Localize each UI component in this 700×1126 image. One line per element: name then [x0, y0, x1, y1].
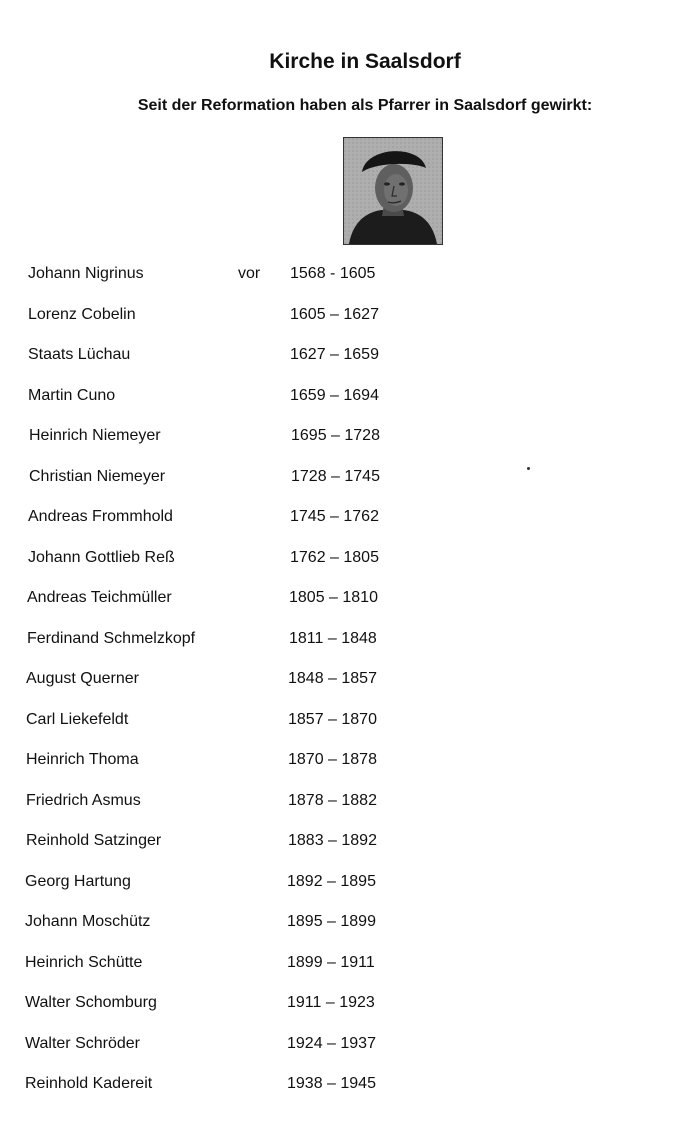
pastor-years: 1895 – 1899 [287, 913, 376, 930]
pastor-years: 1568 - 1605 [290, 265, 376, 282]
pastor-years: 1870 – 1878 [288, 751, 377, 768]
pastor-years: 1878 – 1882 [288, 791, 377, 809]
pastor-name: Heinrich Niemeyer [29, 427, 161, 444]
pastor-year-prefix: vor [238, 265, 261, 282]
pastor-name: Johann Gottlieb Reß [28, 548, 175, 566]
pastor-name: Ferdinand Schmelzkopf [27, 629, 196, 647]
pastor-years: 1695 – 1728 [291, 427, 380, 444]
pastor-years: 1805 – 1810 [289, 589, 378, 606]
pastor-years: 1659 – 1694 [290, 386, 379, 404]
pastor-name: August Querner [26, 670, 139, 687]
portrait-drawing [344, 138, 442, 244]
pastor-years: 1892 – 1895 [287, 872, 376, 890]
pastor-name: Martin Cuno [28, 386, 116, 404]
pastor-name: Heinrich Thoma [26, 751, 139, 768]
pastor-name: Christian Niemeyer [29, 467, 166, 485]
pastor-years: 1883 – 1892 [288, 832, 377, 849]
pastor-years: 1627 – 1659 [290, 346, 379, 363]
pastor-name: Friedrich Asmus [26, 791, 141, 809]
pastor-name: Johann Nigrinus [28, 265, 144, 282]
pastor-years: 1762 – 1805 [290, 548, 379, 566]
pastor-years: 1745 – 1762 [290, 508, 379, 525]
pastor-name: Staats Lüchau [28, 346, 131, 363]
pastor-name: Walter Schomburg [25, 994, 157, 1011]
pastor-name: Reinhold Kadereit [25, 1075, 153, 1092]
pastor-years: 1924 – 1937 [287, 1034, 376, 1052]
pastor-years: 1605 – 1627 [290, 305, 379, 323]
pastor-name: Reinhold Satzinger [26, 832, 162, 849]
portrait-image [343, 137, 443, 245]
page-subtitle: Seit der Reformation haben als Pfarrer in Saalsdorf gewirkt: [137, 97, 593, 114]
pastor-name: Georg Hartung [25, 872, 131, 890]
pastor-name: Heinrich Schütte [25, 953, 143, 971]
page-title: Kirche in Saalsdorf [269, 50, 461, 73]
pastor-years: 1938 – 1945 [287, 1075, 376, 1092]
pastor-years: 1848 – 1857 [288, 670, 377, 687]
pastor-name: Carl Liekefeldt [26, 710, 129, 728]
pastor-name: Walter Schröder [25, 1034, 140, 1052]
pastor-name: Andreas Teichmüller [27, 589, 172, 606]
scan-speck [527, 467, 530, 470]
pastor-years: 1728 – 1745 [291, 467, 380, 485]
pastor-name: Lorenz Cobelin [28, 305, 136, 323]
pastor-name: Andreas Frommhold [28, 508, 173, 525]
pastor-years: 1899 – 1911 [287, 953, 375, 971]
pastor-years: 1911 – 1923 [287, 994, 375, 1011]
pastor-years: 1811 – 1848 [289, 629, 377, 647]
pastor-name: Johann Moschütz [25, 913, 151, 930]
pastor-years: 1857 – 1870 [288, 710, 377, 728]
